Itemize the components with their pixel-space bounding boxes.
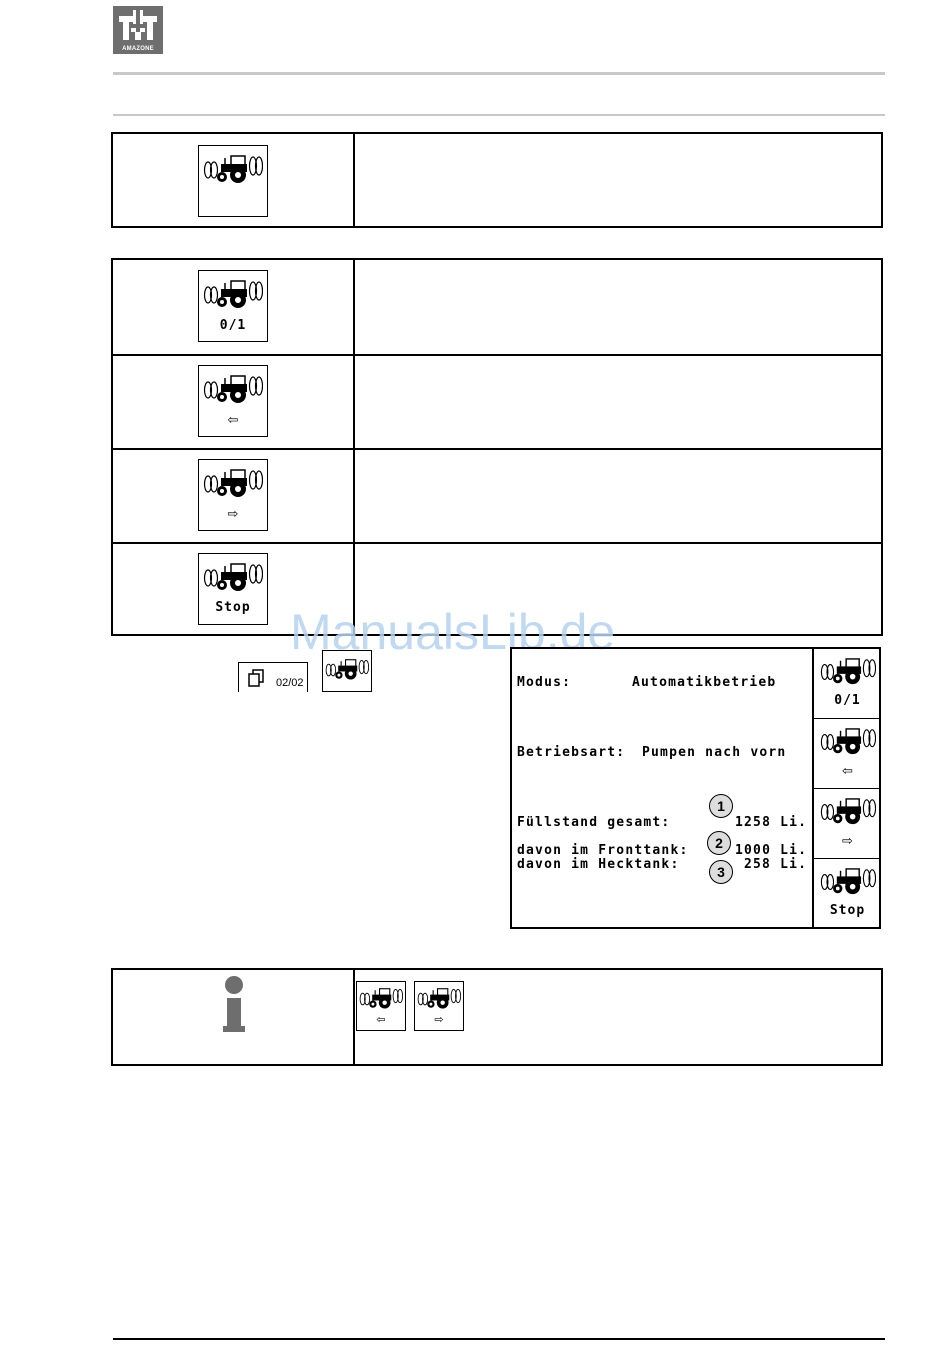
table-row (113, 260, 881, 354)
callout-2: 2 (707, 831, 731, 855)
info-note (111, 968, 883, 1066)
brand-logo (113, 6, 163, 54)
arrow-right-icon: ⇨ (434, 1014, 444, 1026)
table-row (113, 354, 881, 450)
tractor-icon (359, 986, 403, 1012)
front-label: davon im Fronttank: (517, 843, 689, 858)
fill-total-label: Füllstand gesamt: (517, 815, 671, 830)
front-value: 1000 Li. (735, 843, 808, 858)
arrow-left-icon: ⇦ (842, 763, 853, 778)
tractor-icon (203, 374, 263, 406)
tractor-icon (203, 279, 263, 311)
tractor-icon (820, 727, 876, 757)
terminal-screen (510, 647, 881, 929)
watermark: ManualsLib.de (290, 604, 616, 660)
header-rule (113, 72, 885, 75)
arrow-right-icon: ⇨ (227, 506, 239, 521)
modus-label: Modus: (517, 675, 572, 690)
softkey-label: Stop (829, 903, 866, 918)
key-table-2 (111, 258, 883, 636)
pump-back-key[interactable] (198, 365, 268, 437)
modus-value: Automatikbetrieb (632, 675, 777, 690)
tractor-icon (820, 657, 876, 687)
tractor-key[interactable] (198, 145, 268, 217)
table-divider (353, 970, 355, 1064)
table-row (113, 448, 881, 544)
table-divider (353, 134, 355, 226)
softkey-pump-back[interactable] (814, 719, 881, 789)
callout-1: 1 (709, 794, 733, 818)
softkey-stop[interactable] (814, 859, 881, 927)
stop-key[interactable] (198, 553, 268, 625)
betriebsart-label: Betriebsart: (517, 745, 626, 760)
tractor-icon (203, 154, 263, 186)
softkey-pump-forward[interactable] (814, 789, 881, 859)
fill-total-value: 1258 Li. (735, 815, 808, 830)
on-off-key[interactable] (198, 270, 268, 342)
logo-text: AMAZONE (122, 46, 154, 52)
arrow-left-icon: ⇦ (227, 412, 239, 427)
amazone-logo-icon (113, 6, 163, 46)
section-rule (113, 114, 885, 116)
page-indicator[interactable] (238, 662, 308, 692)
key-label: Stop (215, 600, 251, 615)
tractor-icon (203, 468, 263, 500)
tractor-icon (203, 562, 263, 594)
page-number: 02/02 (276, 677, 304, 689)
info-icon (219, 976, 249, 1034)
pump-forward-key[interactable] (198, 459, 268, 531)
tractor-icon (417, 986, 461, 1012)
rear-value: 258 Li. (744, 857, 808, 872)
pump-forward-key[interactable] (414, 981, 464, 1031)
pages-icon (247, 669, 267, 687)
arrow-right-icon: ⇨ (842, 833, 853, 848)
arrow-left-icon: ⇦ (376, 1014, 386, 1026)
key-label: 0/1 (219, 318, 247, 333)
rear-label: davon im Hecktank: (517, 857, 680, 872)
softkey-on-off[interactable] (814, 649, 881, 719)
pump-back-key[interactable] (356, 981, 406, 1031)
tractor-icon (820, 867, 876, 897)
key-table-1 (111, 132, 883, 228)
footer-rule (113, 1338, 885, 1340)
tractor-icon (820, 797, 876, 827)
betriebsart-value: Pumpen nach vorn (642, 745, 787, 760)
callout-3: 3 (709, 860, 733, 884)
softkey-label: 0/1 (834, 693, 861, 708)
